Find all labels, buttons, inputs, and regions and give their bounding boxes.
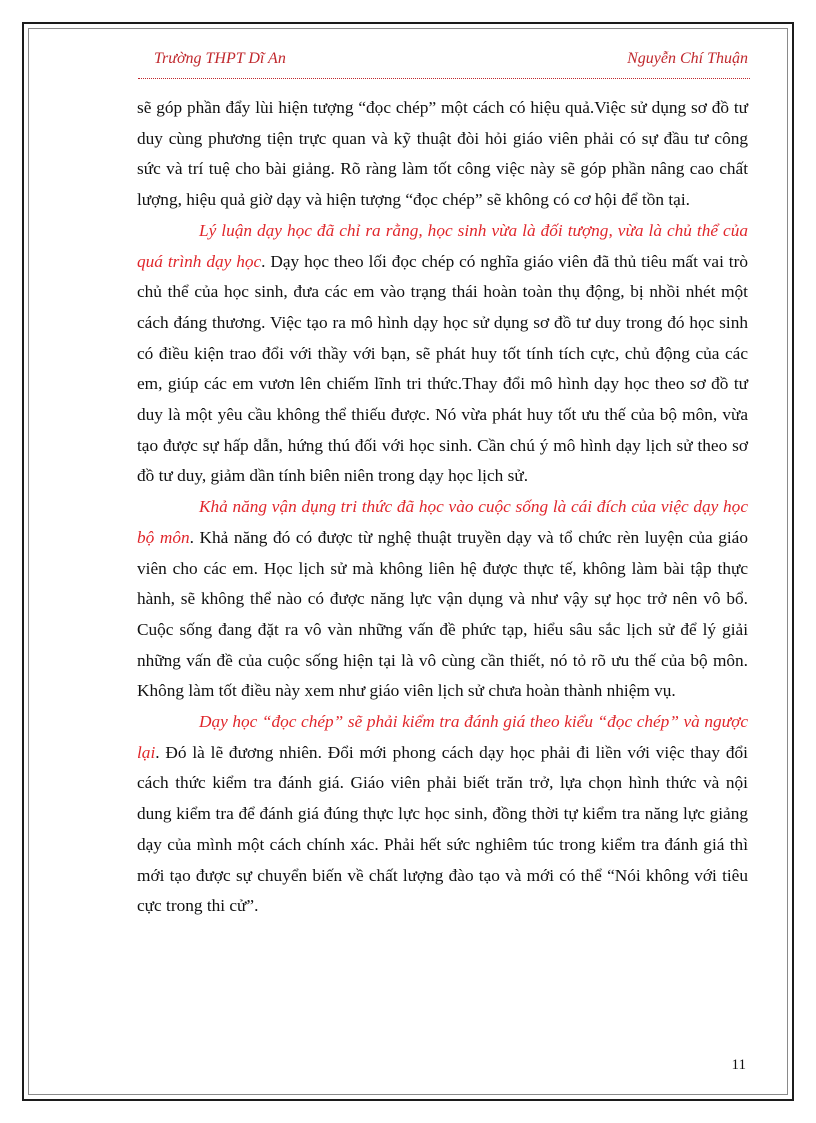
paragraph <box>137 492 748 707</box>
paragraph-emphasis: Khả năng vận dụng tri thức đã học vào cuộc sống là cái đích của việc dạy học bộ môn <box>137 497 748 547</box>
paragraph-text: . Dạy học theo lối đọc chép có nghĩa giáo viên đã thủ tiêu mất vai trò chủ thể của học sinh, đưa các em vào trạng thái hoàn toàn thụ động, bị nhồi nhét một cách đáng thương. Việc tạo ra mô hình dạy học sử dụng sơ đồ tư duy trong đó học sinh có điều kiện trao đổi với thầy với bạn, sẽ phát huy tốt tính tích cực, chủ động của các em, giúp các em vươn lên chiếm lĩnh tri thức.Thay đổi mô hình dạy học theo sơ đồ tư duy là một yêu cầu không thể thiếu được. Nó vừa phát huy tốt ưu thế của bộ môn, vừa tạo được sự hấp dẫn, hứng thú đối với học sinh. Cần chú ý mô hình dạy lịch sử theo sơ đồ tư duy, giảm dần tính biên niên trong dạy học lịch sử. <box>137 251 748 486</box>
header-school-name: Trường THPT Dĩ An <box>154 50 286 67</box>
document-body <box>137 93 748 922</box>
paragraph-text: . Đó là lẽ đương nhiên. Đổi mới phong cách dạy học phải đi liền với việc thay đổi cách thức kiểm tra đánh giá. Giáo viên phải biết trăn trở, lựa chọn hình thức và nội dung kiểm tra để đánh giá đúng thực lực học sinh, đồng thời tự kiểm tra năng lực giảng dạy của mình một cách chính xác. Phải hết sức nghiêm túc trong kiểm tra đánh giá thì mới tạo được sự chuyển biến về chất lượng đào tạo và mới có thể “Nói không với tiêu cực trong thi cử”. <box>137 742 748 916</box>
page-number: 11 <box>731 1057 746 1073</box>
paragraph <box>137 93 748 216</box>
paragraph <box>137 216 748 492</box>
paragraph-emphasis: Dạy học “đọc chép” sẽ phải kiểm tra đánh giá theo kiểu “đọc chép” và ngược lại <box>137 712 748 762</box>
header-divider <box>138 78 750 79</box>
paragraph-text: sẽ góp phần đẩy lùi hiện tượng “đọc chép” một cách có hiệu quả.Việc sử dụng sơ đồ tư duy cùng phương tiện trực quan và kỹ thuật đòi hỏi giáo viên phải có sự đầu tư công sức và trí tuệ cho bài giảng. Rõ ràng làm tốt công việc này sẽ góp phần nâng cao chất lượng, hiệu quả giờ dạy và hiện tượng “đọc chép” sẽ không có cơ hội để tồn tại. <box>137 98 748 210</box>
paragraph-emphasis: Lý luận dạy học đã chỉ ra rằng, học sinh vừa là đối tượng, vừa là chủ thể của quá trình dạy học <box>137 220 748 271</box>
header-author-name: Nguyễn Chí Thuận <box>627 50 748 67</box>
paragraph-text: . Khả năng đó có được từ nghệ thuật truyền dạy và tổ chức rèn luyện của giáo viên cho các em. Học lịch sử mà không liên hệ được thực tế, không làm bài tập thực hành, sẽ không thể nào có được năng lực vận dụng và như vậy sự học trở nên vô bổ. Cuộc sống đang đặt ra vô vàn những vấn đề phức tạp, hiểu sâu sắc lịch sử để lý giải những vấn đề của cuộc sống hiện tại là vô cùng cần thiết, nó tỏ rõ ưu thế của bộ môn. Không làm tốt điều này xem như giáo viên lịch sử chưa hoàn thành nhiệm vụ. <box>137 527 748 701</box>
paragraph <box>137 707 748 922</box>
